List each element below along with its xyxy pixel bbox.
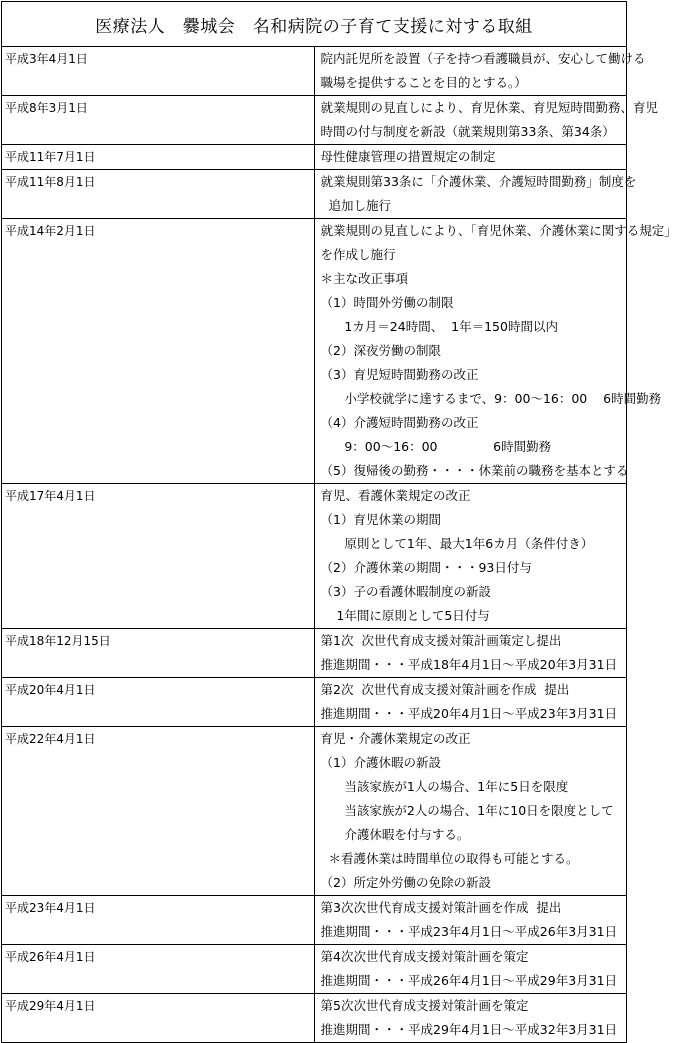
description-line: （1）介護休暇の新設 xyxy=(320,755,441,770)
description-line: 第3次次世代育成支援対策計画を作成 提出 xyxy=(320,900,562,915)
description-line: 母性健康管理の措置規定の制定 xyxy=(320,149,496,164)
history-table-body xyxy=(2,2,677,1043)
description-line: 院内託児所を設置（子を持つ看護職員が、安心して働ける xyxy=(320,51,646,66)
description-line: 就業規則の見直しにより、育児休業、育児短時間勤務、育児 xyxy=(320,100,659,115)
description-line: 推進期間・・・平成29年4月1日～平成32年3月31日 xyxy=(320,1022,618,1037)
date-cell: 平成22年4月1日 xyxy=(2,727,315,896)
page-title: 医療法人 爨城会 名和病院の子育て支援に対する取組 xyxy=(2,2,627,47)
table-row xyxy=(2,629,627,678)
description-cell xyxy=(314,170,637,219)
description-line: 1カ月＝24時間、 1年＝150時間以内 xyxy=(320,319,558,334)
description-cell xyxy=(314,96,659,145)
table-row xyxy=(2,727,627,896)
description-line: 職場を提供することを目的とする。） xyxy=(320,75,527,90)
description-line: 推進期間・・・平成20年4月1日～平成23年3月31日 xyxy=(320,706,618,721)
description-line: 第5次次世代育成支援対策計画を策定 xyxy=(320,998,529,1013)
description-cell xyxy=(314,629,627,678)
table-row xyxy=(2,145,627,170)
description-line: 9：00～16：00 6時間勤務 xyxy=(320,439,552,454)
description-line: （1）時間外労働の制限 xyxy=(320,295,454,310)
description-line: 推進期間・・・平成26年4月1日～平成29年3月31日 xyxy=(320,973,618,988)
description-line: 推進期間・・・平成23年4月1日～平成26年3月31日 xyxy=(320,924,618,939)
description-line: （3）育児短時間勤務の改正 xyxy=(320,367,479,382)
date-cell: 平成8年3月1日 xyxy=(2,96,315,145)
table-row xyxy=(2,484,627,629)
description-line: 当該家族が1人の場合、1年に5日を限度 xyxy=(320,779,569,794)
description-line: （4）介護短時間勤務の改正 xyxy=(320,415,479,430)
description-line: 原則として1年、最大1年6カ月（条件付き） xyxy=(320,536,594,551)
table-row xyxy=(2,47,627,96)
description-line: 就業規則第33条に「介護休業、介護短時間勤務」制度を xyxy=(320,174,637,189)
history-table xyxy=(1,1,677,1043)
description-line: （1）育児休業の期間 xyxy=(320,512,441,527)
description-cell xyxy=(314,145,627,170)
date-cell: 平成29年4月1日 xyxy=(2,994,315,1043)
description-line: を作成し施行 xyxy=(320,247,396,262)
date-cell: 平成11年7月1日 xyxy=(2,145,315,170)
description-cell xyxy=(314,484,627,629)
description-cell xyxy=(314,219,677,484)
description-cell xyxy=(314,678,627,727)
date-cell: 平成3年4月1日 xyxy=(2,47,315,96)
date-cell: 平成18年12月15日 xyxy=(2,629,315,678)
description-line: 第1次 次世代育成支援対策計画策定し提出 xyxy=(320,633,562,648)
description-line: 介護休暇を付与する。 xyxy=(320,827,470,842)
description-line: 追加し施行 xyxy=(320,198,391,213)
description-line: 就業規則の見直しにより、「育児休業、介護休業に関する規定」 xyxy=(320,223,677,238)
description-line: 育児、看護休業規定の改正 xyxy=(320,488,471,503)
description-line: 育児・介護休業規定の改正 xyxy=(320,731,471,746)
date-cell: 平成20年4月1日 xyxy=(2,678,315,727)
description-cell xyxy=(314,47,646,96)
description-line: 推進期間・・・平成18年4月1日～平成20年3月31日 xyxy=(320,657,618,672)
title-row xyxy=(2,2,627,47)
description-line: 1年間に原則として5日付与 xyxy=(320,608,490,623)
description-cell xyxy=(314,994,627,1043)
table-row xyxy=(2,170,627,219)
description-line: （2）深夜労働の制限 xyxy=(320,343,441,358)
date-cell: 平成17年4月1日 xyxy=(2,484,315,629)
description-line: 第2次 次世代育成支援対策計画を作成 提出 xyxy=(320,682,570,697)
description-line: ＊看護休業は時間単位の取得も可能とする。 xyxy=(320,851,579,866)
table-row xyxy=(2,896,627,945)
description-cell xyxy=(314,727,627,896)
date-cell: 平成11年8月1日 xyxy=(2,170,315,219)
table-row xyxy=(2,945,627,994)
description-cell xyxy=(314,896,627,945)
description-line: （5）復帰後の勤務・・・・休業前の職務を基本とする xyxy=(320,463,629,478)
date-cell: 平成26年4月1日 xyxy=(2,945,315,994)
table-row xyxy=(2,994,627,1043)
description-line: 当該家族が2人の場合、1年に10日を限度として xyxy=(320,803,614,818)
date-cell: 平成23年4月1日 xyxy=(2,896,315,945)
description-line: （3）子の看護休暇制度の新設 xyxy=(320,584,491,599)
table-row xyxy=(2,219,627,484)
description-line: 小学校就学に達するまで、9：00～16：00 6時間勤務 xyxy=(320,391,662,406)
description-line: （2）介護休業の期間・・・93日付与 xyxy=(320,560,532,575)
date-cell: 平成14年2月1日 xyxy=(2,219,315,484)
description-line: ＊主な改正事項 xyxy=(320,271,409,286)
description-cell xyxy=(314,945,627,994)
table-row xyxy=(2,96,627,145)
table-row xyxy=(2,678,627,727)
description-line: （2）所定外労働の免除の新設 xyxy=(320,875,491,890)
description-line: 時間の付与制度を新設（就業規則第33条、第34条） xyxy=(320,124,615,139)
description-line: 第4次次世代育成支援対策計画を策定 xyxy=(320,949,529,964)
